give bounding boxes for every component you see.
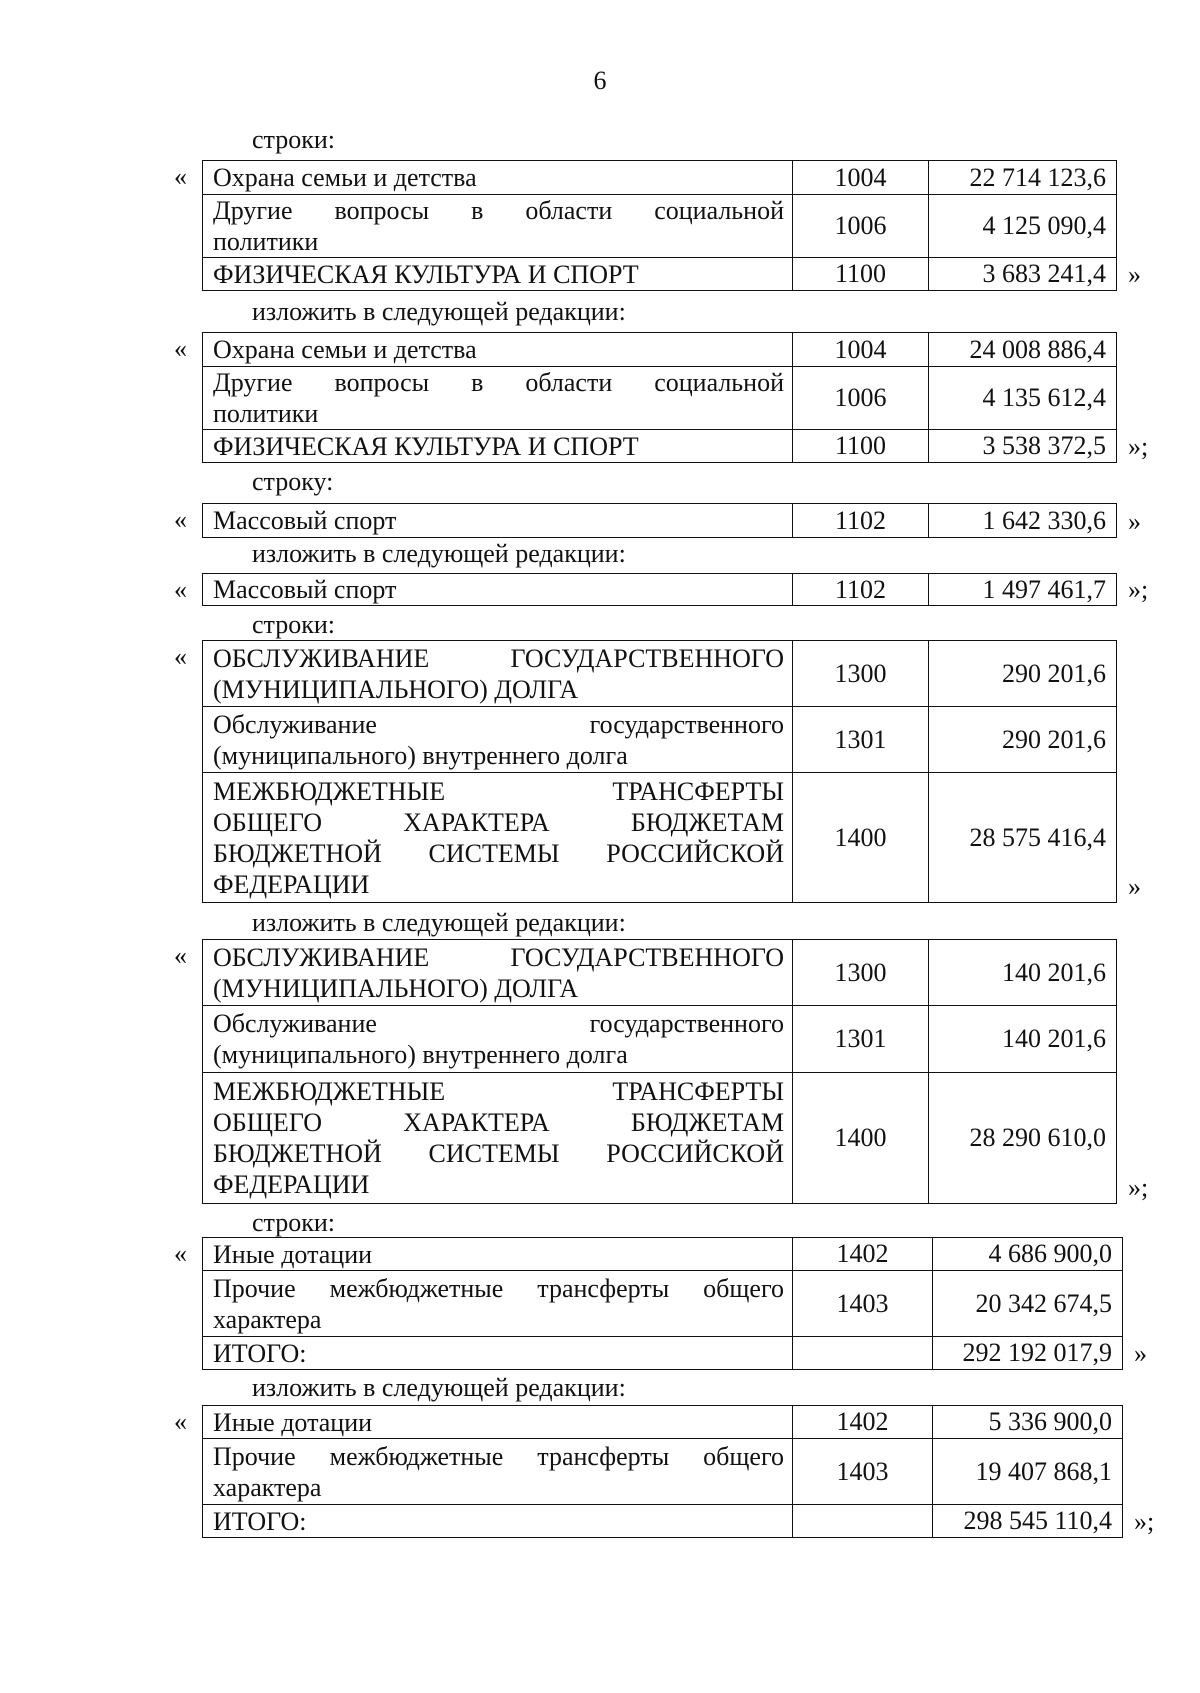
amendment-intro: изложить в следующей редакции: [252, 297, 626, 326]
row-name [203, 1238, 793, 1271]
row-name [203, 1006, 793, 1073]
table-row [203, 1406, 1123, 1439]
row-name-line: БЮДЖЕТНОЙ СИСТЕМЫ РОССИЙСКОЙ [213, 838, 784, 868]
budget-table [202, 1405, 1123, 1538]
table-row [203, 641, 1117, 707]
open-quote: « [174, 941, 187, 970]
row-name-line: (МУНИЦИПАЛЬНОГО) ДОЛГА [213, 674, 579, 704]
row-name-line: (муниципального) внутреннего долга [213, 1040, 628, 1069]
row-name-line: Прочие межбюджетные трансферты общего [213, 1441, 784, 1471]
row-code [793, 1337, 933, 1370]
table-row [203, 504, 1117, 538]
budget-table [202, 640, 1117, 903]
amendment-intro: строку: [252, 467, 334, 496]
row-code [793, 1505, 933, 1538]
row-name [203, 258, 793, 291]
row-name [203, 773, 793, 903]
row-name-line: Охрана семьи и детства [213, 163, 477, 192]
row-code: 1301 [793, 1006, 929, 1073]
row-name-line: ОБСЛУЖИВАНИЕ ГОСУДАРСТВЕННОГО [213, 942, 784, 972]
row-sum: 1 642 330,6 [929, 504, 1117, 538]
row-name-line: характера [213, 1472, 322, 1502]
budget-table [202, 1237, 1123, 1370]
amendment-intro: изложить в следующей редакции: [252, 908, 626, 937]
row-code: 1300 [793, 940, 929, 1006]
row-sum: 22 714 123,6 [929, 161, 1117, 195]
budget-table [202, 160, 1117, 291]
row-code: 1400 [793, 1073, 929, 1204]
row-name-line: ФИЗИЧЕСКАЯ КУЛЬТУРА И СПОРТ [213, 259, 639, 289]
row-name-line: ОБСЛУЖИВАНИЕ ГОСУДАРСТВЕННОГО [213, 643, 784, 673]
row-code: 1102 [793, 504, 929, 538]
open-quote: « [174, 575, 187, 604]
row-code: 1006 [793, 195, 929, 258]
table-row [203, 1271, 1123, 1337]
row-sum: 28 290 610,0 [929, 1073, 1117, 1204]
table-row [203, 773, 1117, 903]
row-sum: 24 008 886,4 [929, 333, 1117, 367]
row-name [203, 504, 793, 538]
row-name-line: (муниципального) внутреннего долга [213, 740, 628, 770]
row-name [203, 195, 793, 258]
row-name-line: ОБЩЕГО ХАРАКТЕРА БЮДЖЕТАМ [213, 807, 784, 837]
open-quote: « [174, 1407, 187, 1436]
open-quote: « [174, 505, 187, 534]
close-quote: » [1128, 260, 1141, 289]
row-name [203, 430, 793, 463]
row-name-line: политики [213, 227, 319, 256]
row-name [203, 1505, 793, 1538]
row-name-line: Прочие межбюджетные трансферты общего [213, 1273, 784, 1303]
close-quote: »; [1128, 432, 1149, 461]
close-quote: » [1128, 507, 1141, 536]
amendment-intro: строки: [252, 1208, 335, 1237]
row-code: 1004 [793, 333, 929, 367]
budget-table [202, 332, 1117, 463]
row-sum: 3 538 372,5 [929, 430, 1117, 463]
row-name-line: ИТОГО: [213, 1506, 307, 1536]
row-name [203, 574, 793, 606]
row-name [203, 1337, 793, 1370]
close-quote: » [1128, 872, 1141, 901]
row-sum: 4 135 612,4 [929, 367, 1117, 430]
table-row [203, 1505, 1123, 1538]
row-name-line: Обслуживание государственного [213, 1009, 784, 1038]
row-name-line: БЮДЖЕТНОЙ СИСТЕМЫ РОССИЙСКОЙ [213, 1139, 784, 1168]
table-row [203, 430, 1117, 463]
row-name-line: Иные дотации [213, 1407, 373, 1437]
row-name-line: МЕЖБЮДЖЕТНЫЕ ТРАНСФЕРТЫ [213, 776, 784, 806]
row-sum: 4 125 090,4 [929, 195, 1117, 258]
table-row [203, 1073, 1117, 1204]
row-code: 1301 [793, 707, 929, 773]
table-row [203, 161, 1117, 195]
row-name [203, 1439, 793, 1505]
table-row [203, 1006, 1117, 1073]
row-code: 1100 [793, 258, 929, 291]
page-number: 6 [593, 66, 607, 95]
row-sum: 4 686 900,0 [933, 1238, 1123, 1271]
row-sum: 3 683 241,4 [929, 258, 1117, 291]
open-quote: « [174, 334, 187, 363]
table-row [203, 574, 1117, 606]
table-row [203, 1337, 1123, 1370]
row-sum: 19 407 868,1 [933, 1439, 1123, 1505]
row-name-line: Иные дотации [213, 1239, 373, 1269]
row-name-line: ФЕДЕРАЦИИ [213, 1170, 370, 1199]
row-code: 1403 [793, 1271, 933, 1337]
row-name-line: политики [213, 399, 319, 428]
row-name [203, 641, 793, 707]
budget-table [202, 573, 1117, 606]
table-row [203, 195, 1117, 258]
row-code: 1004 [793, 161, 929, 195]
close-quote: »; [1128, 1173, 1149, 1202]
open-quote: « [174, 1239, 187, 1268]
row-sum: 140 201,6 [929, 1006, 1117, 1073]
amendment-intro: строки: [252, 610, 335, 639]
row-sum: 1 497 461,7 [929, 574, 1117, 606]
close-quote: »; [1134, 1507, 1155, 1536]
row-name-line: Массовый спорт [213, 506, 397, 535]
row-name [203, 161, 793, 195]
row-sum: 5 336 900,0 [933, 1406, 1123, 1439]
row-sum: 290 201,6 [929, 641, 1117, 707]
row-code: 1102 [793, 574, 929, 606]
amendment-intro: изложить в следующей редакции: [252, 539, 626, 568]
row-code: 1006 [793, 367, 929, 430]
close-quote: » [1134, 1339, 1147, 1368]
row-name [203, 1073, 793, 1204]
row-name [203, 940, 793, 1006]
row-name-line: ФЕДЕРАЦИИ [213, 869, 370, 899]
row-sum: 140 201,6 [929, 940, 1117, 1006]
row-code: 1100 [793, 430, 929, 463]
table-row [203, 1439, 1123, 1505]
open-quote: « [174, 162, 187, 191]
row-code: 1300 [793, 641, 929, 707]
table-row [203, 333, 1117, 367]
row-name-line: (МУНИЦИПАЛЬНОГО) ДОЛГА [213, 973, 579, 1003]
table-row [203, 258, 1117, 291]
open-quote: « [174, 642, 187, 671]
row-name-line: характера [213, 1304, 322, 1334]
row-name-line: МЕЖБЮДЖЕТНЫЕ ТРАНСФЕРТЫ [213, 1077, 784, 1106]
budget-table [202, 939, 1117, 1204]
row-code: 1400 [793, 773, 929, 903]
row-name-line: Охрана семьи и детства [213, 335, 477, 364]
row-name-line: ИТОГО: [213, 1338, 307, 1368]
row-sum: 28 575 416,4 [929, 773, 1117, 903]
row-sum: 290 201,6 [929, 707, 1117, 773]
row-sum: 292 192 017,9 [933, 1337, 1123, 1370]
row-name-line: Другие вопросы в области социальной [213, 368, 784, 397]
budget-table [202, 503, 1117, 538]
row-name-line: ФИЗИЧЕСКАЯ КУЛЬТУРА И СПОРТ [213, 431, 639, 461]
row-name [203, 1271, 793, 1337]
table-row [203, 707, 1117, 773]
row-sum: 20 342 674,5 [933, 1271, 1123, 1337]
row-code: 1403 [793, 1439, 933, 1505]
row-name-line: Массовый спорт [213, 575, 397, 604]
table-row [203, 940, 1117, 1006]
row-code: 1402 [793, 1238, 933, 1271]
row-name [203, 333, 793, 367]
row-name-line: Другие вопросы в области социальной [213, 196, 784, 225]
row-name [203, 367, 793, 430]
row-code: 1402 [793, 1406, 933, 1439]
row-sum: 298 545 110,4 [933, 1505, 1123, 1538]
close-quote: »; [1128, 575, 1149, 604]
row-name-line: ОБЩЕГО ХАРАКТЕРА БЮДЖЕТАМ [213, 1108, 784, 1137]
row-name [203, 1406, 793, 1439]
amendment-intro: строки: [252, 125, 335, 154]
row-name-line: Обслуживание государственного [213, 709, 784, 739]
table-row [203, 367, 1117, 430]
amendment-intro: изложить в следующей редакции: [252, 1373, 626, 1402]
row-name [203, 707, 793, 773]
table-row [203, 1238, 1123, 1271]
